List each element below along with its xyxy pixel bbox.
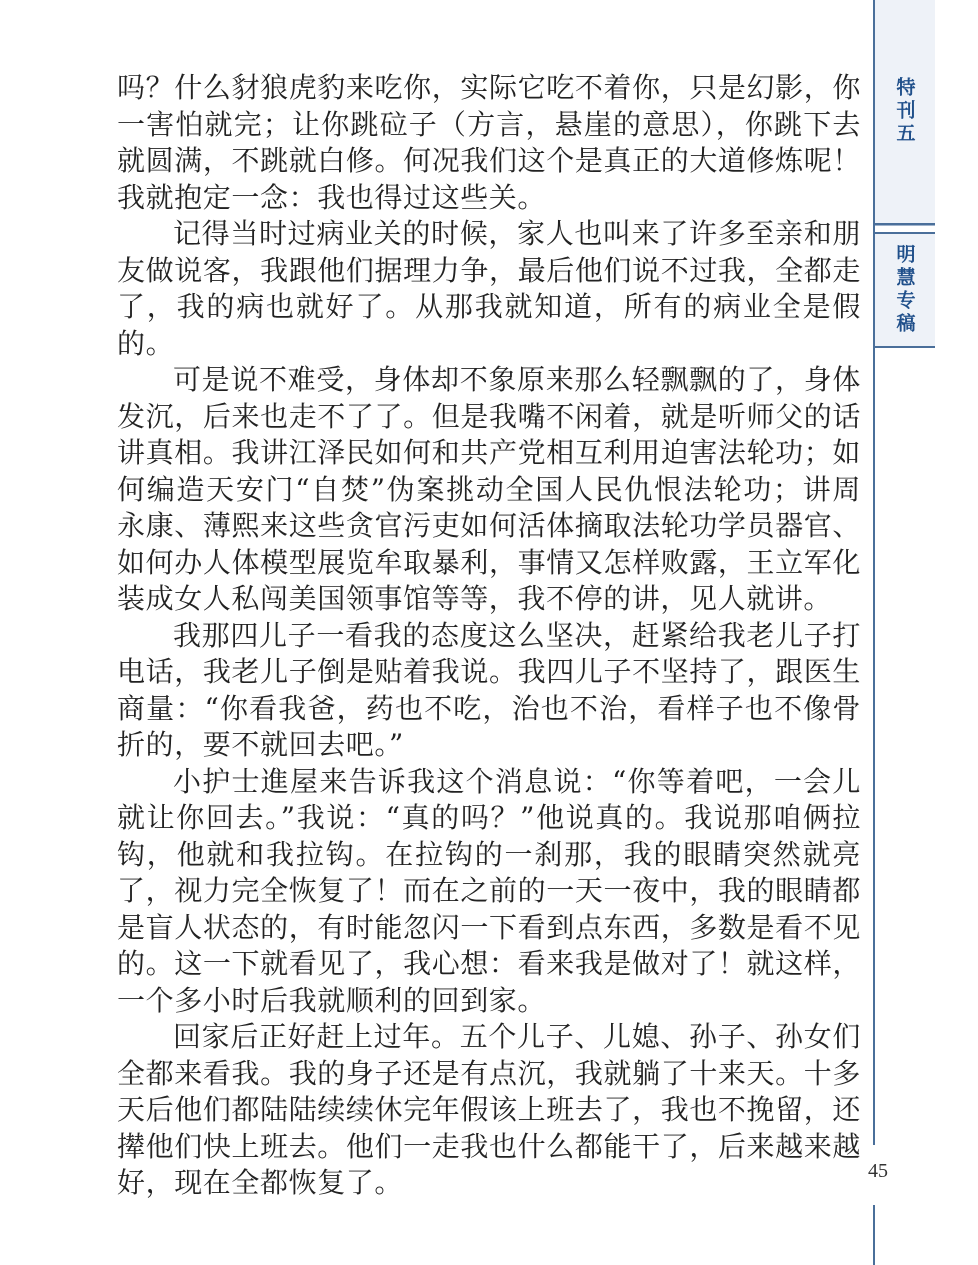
sidebar-tab-column: [875, 232, 935, 348]
paragraph: 可是说不难受，身体却不象原来那么轻飘飘的了，身体发沉，后来也走不了了。但是我嘴不闲着，就是听师父的话讲真相。我讲江泽民如何和共产党相互利用迫害法轮功；如何编造天安门“自焚”伪案挑动全国人民仇恨法轮功；讲周永康、薄熙来这些贪官污吏如何活体摘取法轮功学员器官、如何办人体模型展览牟取暴利，事情又怎样败露，王立军化装成女人私闯美国领事馆等等，我不停的讲，见人就讲。: [117, 363, 861, 615]
paragraph: 小护士進屋来告诉我这个消息说：“你等着吧，一会儿就让你回去。”我说：“真的吗？”他说真的。我说那咱俩拉钩，他就和我拉钩。在拉钩的一刹那，我的眼睛突然就亮了，视力完全恢复了！而在之前的一天一夜中，我的眼睛都是盲人状态的，有时能忽闪一下看到点东西，多数是看不见的。这一下就看见了，我心想：看来我是做对了！就这样，一个多小时后我就顺利的回到家。: [117, 764, 861, 1017]
paragraph-continuation: 吗？什么豺狼虎豹来吃你，实际它吃不着你，只是幻影，你一害怕就完；让你跳砬子（方言，悬崖的意思），你跳下去就圆满，不跳就白修。何况我们这个是真正的大道修炼呢！我就抱定一念：我也得过这些关。: [117, 71, 861, 214]
sidebar-tab-separator: [875, 225, 935, 232]
page-number: 45: [868, 1160, 888, 1182]
sidebar-tab-special-label: 特刊五: [893, 77, 916, 146]
sidebar-tab-special: [875, 0, 935, 225]
sidebar-tab-column-label: 明慧专稿: [893, 244, 916, 336]
margin-rule-bottom: [873, 1205, 875, 1265]
paragraph: 记得当时过病业关的时候，家人也叫来了许多至亲和朋友做说客，我跟他们据理力争，最后他们说不过我，全都走了，我的病也就好了。从那我就知道，所有的病业全是假的。: [117, 217, 861, 360]
paragraph: 我那四儿子一看我的态度这么坚决，赶紧给我老儿子打电话，我老儿子倒是贴着我说。我四儿子不坚持了，跟医生商量：“你看我爸，药也不吃，治也不治，看样子也不像骨折的，要不就回去吧。”: [117, 618, 861, 761]
paragraph: 回家后正好赶上过年。五个儿子、儿媳、孙子、孙女们全都来看我。我的身子还是有点沉，我就躺了十来天。十多天后他们都陆陆续续休完年假该上班去了，我也不挽留，还撵他们快上班去。他们一走我也什么都能干了，后来越来越好，现在全都恢复了。: [117, 1020, 861, 1199]
article-body: [117, 70, 861, 1202]
